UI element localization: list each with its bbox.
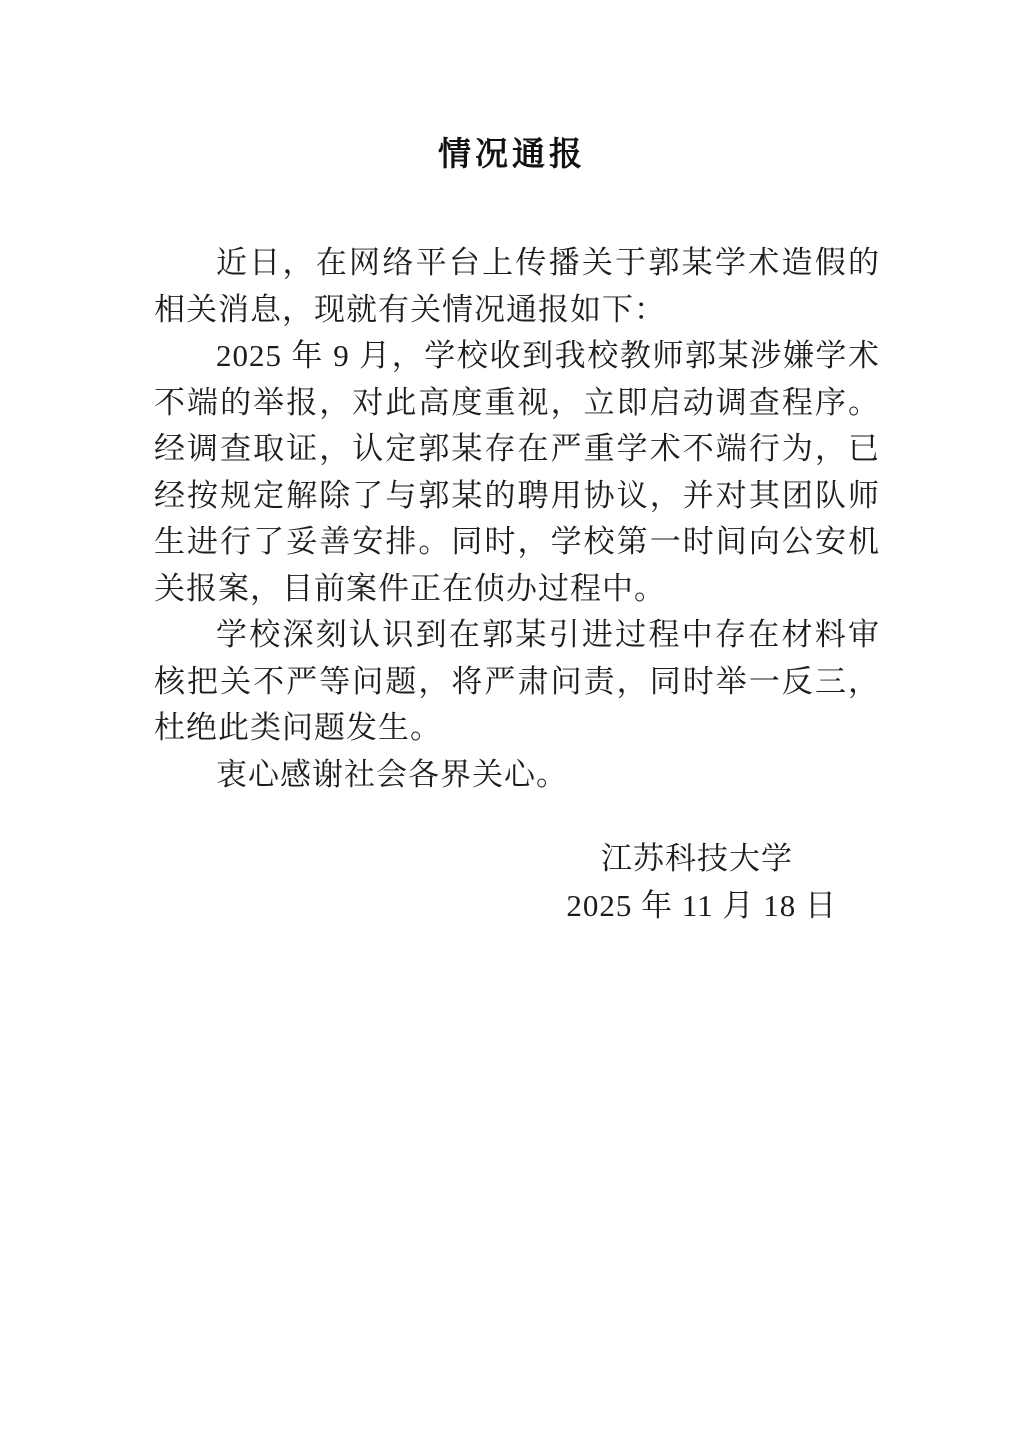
document-title: 情况通报: [438, 135, 586, 172]
paragraph-thanks: 衷心感谢社会各界关心。: [216, 756, 568, 792]
issue-date: 2025 年 11 月 18 日: [566, 887, 837, 923]
paragraph-accountability: 学校深刻认识到在郭某引进过程中存在材料审核把关不严等问题，将严肃问责，同时举一反三，杜绝此类问题发生。: [154, 617, 880, 745]
signature-block: [154, 836, 880, 929]
paragraph-intro: 近日，在网络平台上传播关于郭某学术造假的相关消息，现就有关情况通报如下：: [154, 245, 880, 327]
paragraph-investigation: 2025 年 9 月，学校收到我校教师郭某涉嫌学术不端的举报，对此高度重视，立即启动调查程序。经调查取证，认定郭某存在严重学术不端行为，已经按规定解除了与郭某的聘用协议，并对其团队师生进行了妥善安排。同时，学校第一时间向公安机关报案，目前案件正在侦办过程中。: [154, 338, 880, 606]
issuer-name: 江苏科技大学: [601, 841, 793, 876]
document-body: [154, 240, 880, 798]
